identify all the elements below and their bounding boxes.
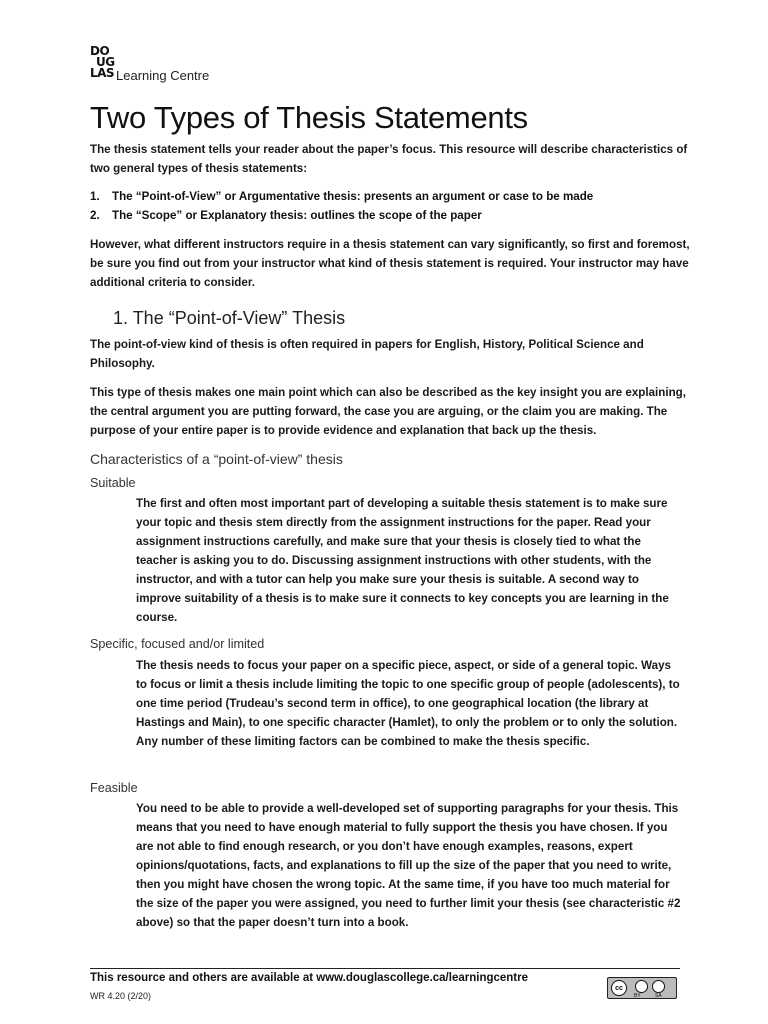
sa-label: SA bbox=[655, 993, 662, 999]
share-alike-icon bbox=[652, 980, 665, 993]
list-item-text: The “Scope” or Explanatory thesis: outlines the scope of the paper bbox=[112, 209, 482, 222]
intro-paragraph: The thesis statement tells your reader about the paper’s focus. This resource will describe characteristics of two general types of thesis statements: bbox=[90, 143, 688, 175]
logo-text: Learning Centre bbox=[116, 68, 210, 83]
list-item bbox=[90, 187, 690, 206]
characteristics-heading: Characteristics of a “point-of-view” thesis bbox=[90, 451, 343, 467]
creative-commons-badge bbox=[607, 977, 677, 999]
footer-resource-text: This resource and others are available at www.douglascollege.ca/learningcentre bbox=[90, 972, 529, 984]
specific-paragraph: The thesis needs to focus your paper on a specific piece, aspect, or side of a general topic. Ways to focus or limit a thesis include limiting the topic to one specific group of people (adolescents), to one time period (Trudeau’s second term in office), to one geographical location (the library at Hastings and Main), to one specific character (Hamlet), to only the problem or to only the solution. Any number of these limiting factors can be combined to make the thesis specific. bbox=[136, 659, 680, 748]
list-number: 2. bbox=[90, 209, 100, 222]
footer-document-code: WR 4.20 (2/20) bbox=[90, 991, 152, 1001]
specific-heading: Specific, focused and/or limited bbox=[90, 637, 265, 651]
logo-mark bbox=[90, 46, 116, 82]
pov-paragraph-2: This type of thesis makes one main point which can also be described as the key insight you are explaining, the central argument you are putting forward, the case you are arguing, or the claim you are making. The purpose of your entire paper is to provide evidence and explanation that back up the thesis. bbox=[90, 386, 686, 437]
however-paragraph: However, what different instructors require in a thesis statement can vary significantly, so first and foremost, be sure you find out from your instructor what kind of thesis statement is required. Your instructor may have additional criteria to consider. bbox=[90, 238, 690, 289]
suitable-paragraph: The first and often most important part of developing a suitable thesis statement is to make sure your topic and thesis stem directly from the assignment instructions for the paper. Read your assignment instructions carefully, and make sure that your thesis is closely tied to what the teacher is asking you to do. Discussing assignment instructions with other students, with the instructor, and with a tutor can help you make sure your thesis is suitable. A second way to improve suitability of a thesis is to make sure it connects to key concepts you are learning in the course. bbox=[136, 497, 669, 624]
feasible-paragraph: You need to be able to provide a well-developed set of supporting paragraphs for your thesis. This means that you need to have enough material to fully support the thesis you have chosen. If you are not able to find enough research, or you don’t have enough examples, reasons, expert opinions/quotations, facts, and explanations to fill up the size of the paper that you need to write, then you might have chosen the wrong topic. At the same time, if you have too much material for the size of the paper you were assigned, you need to further limit your thesis (see characteristic #2 above) so that the paper doesn’t turn into a book. bbox=[136, 802, 681, 929]
by-label: BY bbox=[634, 993, 641, 999]
logo-mark-line: LAS bbox=[90, 66, 115, 80]
list-item-text: The “Point-of-View” or Argumentative thesis: presents an argument or case to be made bbox=[112, 190, 594, 203]
page-title: Two Types of Thesis Statements bbox=[90, 100, 528, 135]
list-number: 1. bbox=[90, 190, 100, 203]
logo-mark-line: UG bbox=[96, 55, 115, 69]
attribution-icon bbox=[635, 980, 648, 993]
cc-icon: cc bbox=[611, 980, 627, 996]
suitable-heading: Suitable bbox=[90, 476, 136, 490]
pov-paragraph-1: The point-of-view kind of thesis is often required in papers for English, History, Political Science and Philosophy. bbox=[90, 338, 644, 370]
section-heading: 1. The “Point-of-View” Thesis bbox=[113, 308, 346, 328]
logo-mark-line: DO bbox=[90, 44, 110, 58]
footer-divider bbox=[90, 968, 680, 969]
feasible-heading: Feasible bbox=[90, 781, 138, 795]
thesis-types-list bbox=[90, 187, 690, 225]
list-item bbox=[90, 206, 690, 225]
